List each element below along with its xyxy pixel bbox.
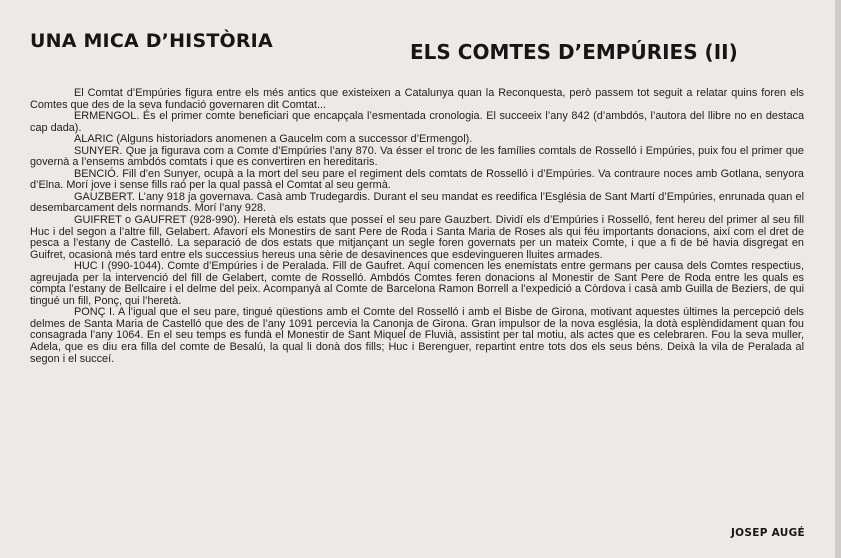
paragraph-bencio: BENCIÓ. Fill d’en Sunyer, ocupà a la mort del seu pare el regiment dels comtats de Rosselló i d’Empúries. Va contraure noces amb Gotlana, senyora d’Elna. Morí jove i sense fills raó per la qual passà el Comtat al seu germà. — [30, 167, 804, 192]
paragraph-sunyer: SUNYER. Que ja figurava com a Comte d’Empúries l’any 870. Va ésser el tronc de les famílies comtals de Rosselló i Empúries, puix fou el primer que governà a l’ensems ambdós comtats i que es convertiren en hereditaris. — [30, 144, 804, 169]
paragraph-gauzbert: GAUZBERT. L’any 918 ja governava. Casà amb Trudegardis. Durant el seu mandat es reedifica l’Església de Sant Martí d’Empúries, enrunada quan el desembarcament dels normands. Morí l’any 928. — [30, 190, 804, 215]
paragraph-guifret: GUIFRET o GAUFRET (928-990). Heretà els estats que posseí el seu pare Gauzbert. Dividí els d’Empúries i Rosselló, fent hereu del primer al seu fill Huc i del segon a l’altre fill, Gelabert. Afavorí els Monestirs de sant Pere de Roda i Santa Maria de Roses als qui féu importants donacions, així com el dret de pesca a l’estany de Castelló. La separació de dos estats que mitjançant un segle foren governats per un mateix Comte, i que a fi de bé havia disgregat en Guifret, ocasionà més tard entre els successius hereus una sèrie de desavinences que esdevingueren lluites armades. — [30, 214, 804, 261]
paragraph-alaric: ALARIC (Alguns historiadors anomenen a Gaucelm com a successor d’Ermengol). — [74, 133, 473, 146]
article-title: ELS COMTES D’EMPÚRIES (II) — [410, 40, 738, 64]
author-signature: JOSEP AUGÉ — [730, 527, 805, 539]
section-label: UNA MICA D’HISTÒRIA — [30, 30, 273, 52]
paragraph-ermengol: ERMENGOL. És el primer comte beneficiari que encapçala l’esmentada cronologia. El succeeix l’any 842 (d’ambdós, l’autora del llibre no en destaca cap dada). — [30, 110, 804, 134]
paragraph-intro: El Comtat d’Empúries figura entre els més antics que existeixen a Catalunya quan la Reconquesta, però passem tot seguit a relatar quins foren els Comtes que des de la seva fundació governaren dit Comtat... — [30, 87, 804, 111]
article-body — [30, 88, 804, 365]
paragraph-huc: HUC I (990-1044). Comte d’Empúries i de Peralada. Fill de Gaufret. Aquí comencen les enemistats entre germans per causa dels Comtes respectius, agreujada per la intervenció del fill de Gelabert, comte de Rosselló. Ambdós Comtes feren donacions al Monestir de Sant Pere de Roda entre les quals es compta l’estany de Bellcaire i el delme del peix. Acompanyà al Comte de Barcelona Ramon Borrell a l’expedició a Còrdova i casà amb Guilla de Beziers, de qui tingué un fill, Ponç, qui l’heretà. — [30, 260, 804, 307]
paragraph-ponc: PONÇ I. A l’igual que el seu pare, tingué qüestions amb el Comte del Rosselló i amb el Bisbe de Girona, motivant aquestes últimes la percepció dels delmes de Santa Maria de Castelló que des de l’any 1091 percevia la Canonja de Girona. Gran impulsor de la nova església, la dotà esplèndidament quan fou consagrada l’any 1064. En el seu temps es fundà el Monestir de Sant Miquel de Fluvià, assistint per tal motiu, als actes que es celebraren. Fou la seva muller, Adela, que es diu era filla del comte de Besalú, la qual li donà dos fills; Huc i Berenguer, repartint entre tots dos els seus béns. Deixà la vila de Peralada al segon i el succeí. — [30, 306, 804, 365]
page-edge — [835, 0, 841, 558]
